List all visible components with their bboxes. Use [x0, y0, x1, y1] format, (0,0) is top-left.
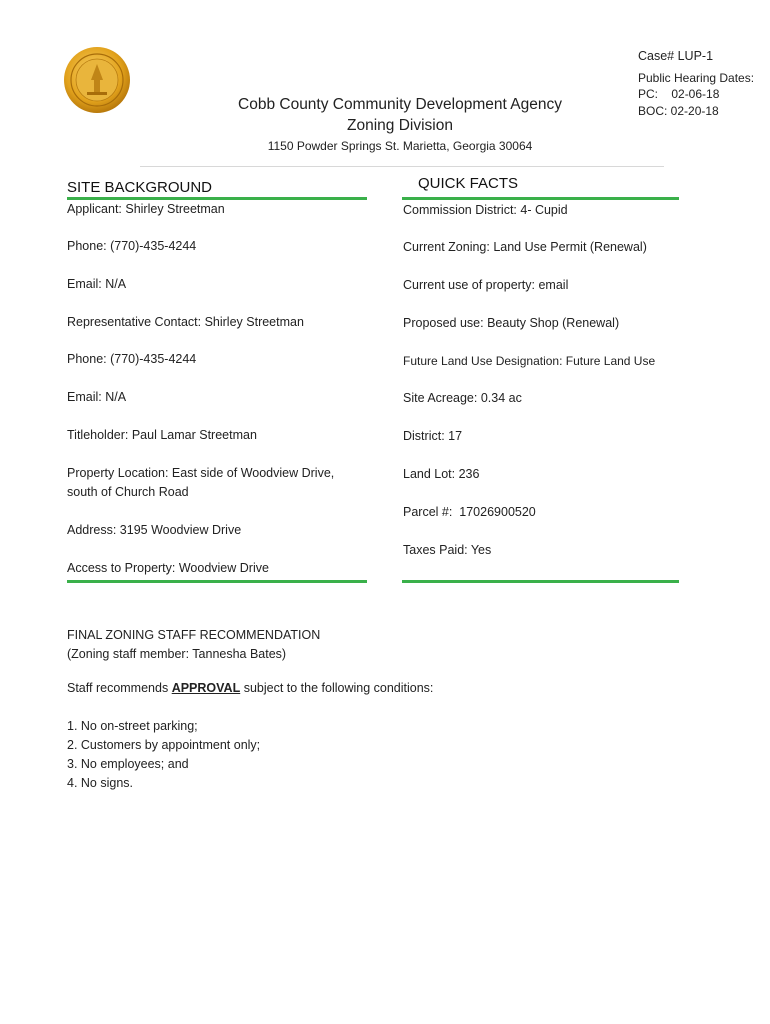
applicant-phone-field: Phone: (770)-435-4244 — [67, 239, 197, 253]
taxes-paid-field: Taxes Paid: Yes — [403, 543, 492, 557]
address-field: Address: 3195 Woodview Drive — [67, 523, 242, 537]
county-seal-logo — [63, 46, 131, 114]
commission-district-field: Commission District: 4- Cupid — [403, 203, 568, 217]
current-use-field: Current use of property: email — [403, 278, 569, 292]
boc-hearing-date: BOC: 02-20-18 — [638, 104, 719, 118]
quick-facts-rule — [402, 197, 679, 200]
titleholder-field: Titleholder: Paul Lamar Streetman — [67, 428, 257, 442]
representative-phone-field: Phone: (770)-435-4244 — [67, 352, 197, 366]
site-acreage-field: Site Acreage: 0.34 ac — [403, 391, 522, 405]
condition-item: 1. No on-street parking; — [67, 719, 198, 733]
land-lot-field: Land Lot: 236 — [403, 467, 480, 481]
quick-facts-bottom-rule — [402, 580, 679, 583]
recommendation-intro: Staff recommends — [67, 681, 172, 695]
applicant-field: Applicant: Shirley Streetman — [67, 202, 225, 216]
site-background-bottom-rule — [67, 580, 367, 583]
district-field: District: 17 — [403, 429, 463, 443]
parcel-field: Parcel #: 17026900520 — [403, 505, 536, 519]
approval-decision: APPROVAL — [171, 681, 241, 695]
recommendation-intro-end: subject to the following conditions: — [240, 681, 434, 695]
header-divider — [140, 166, 664, 167]
condition-item: 4. No signs. — [67, 776, 134, 790]
pc-hearing-date: PC: 02-06-18 — [638, 87, 720, 101]
agency-address: 1150 Powder Springs St. Marietta, Georgia 30064 — [267, 139, 533, 153]
property-location-field-line2: south of Church Road — [67, 485, 189, 499]
representative-field: Representative Contact: Shirley Streetman — [67, 315, 304, 329]
property-location-field: Property Location: East side of Woodview Drive, — [67, 466, 335, 480]
access-field: Access to Property: Woodview Drive — [67, 561, 269, 575]
staff-member: (Zoning staff member: Tannesha Bates) — [67, 647, 287, 661]
applicant-email-field: Email: N/A — [67, 277, 127, 291]
condition-item: 3. No employees; and — [67, 757, 189, 771]
recommendation-title: FINAL ZONING STAFF RECOMMENDATION — [67, 628, 321, 642]
future-land-use-field: Future Land Use Designation: Future Land Use — [403, 354, 656, 368]
representative-email-field: Email: N/A — [67, 390, 127, 404]
case-number: Case# LUP-1 — [638, 49, 714, 63]
agency-title: Cobb County Community Development Agency — [238, 96, 562, 113]
division-title: Zoning Division — [347, 117, 453, 134]
site-background-title: SITE BACKGROUND — [67, 179, 213, 196]
current-zoning-field: Current Zoning: Land Use Permit (Renewal) — [403, 240, 647, 254]
hearing-dates-label: Public Hearing Dates: — [638, 71, 755, 85]
recommendation-statement — [67, 679, 433, 698]
proposed-use-field: Proposed use: Beauty Shop (Renewal) — [403, 316, 620, 330]
condition-item: 2. Customers by appointment only; — [67, 738, 261, 752]
quick-facts-title: QUICK FACTS — [418, 175, 519, 192]
